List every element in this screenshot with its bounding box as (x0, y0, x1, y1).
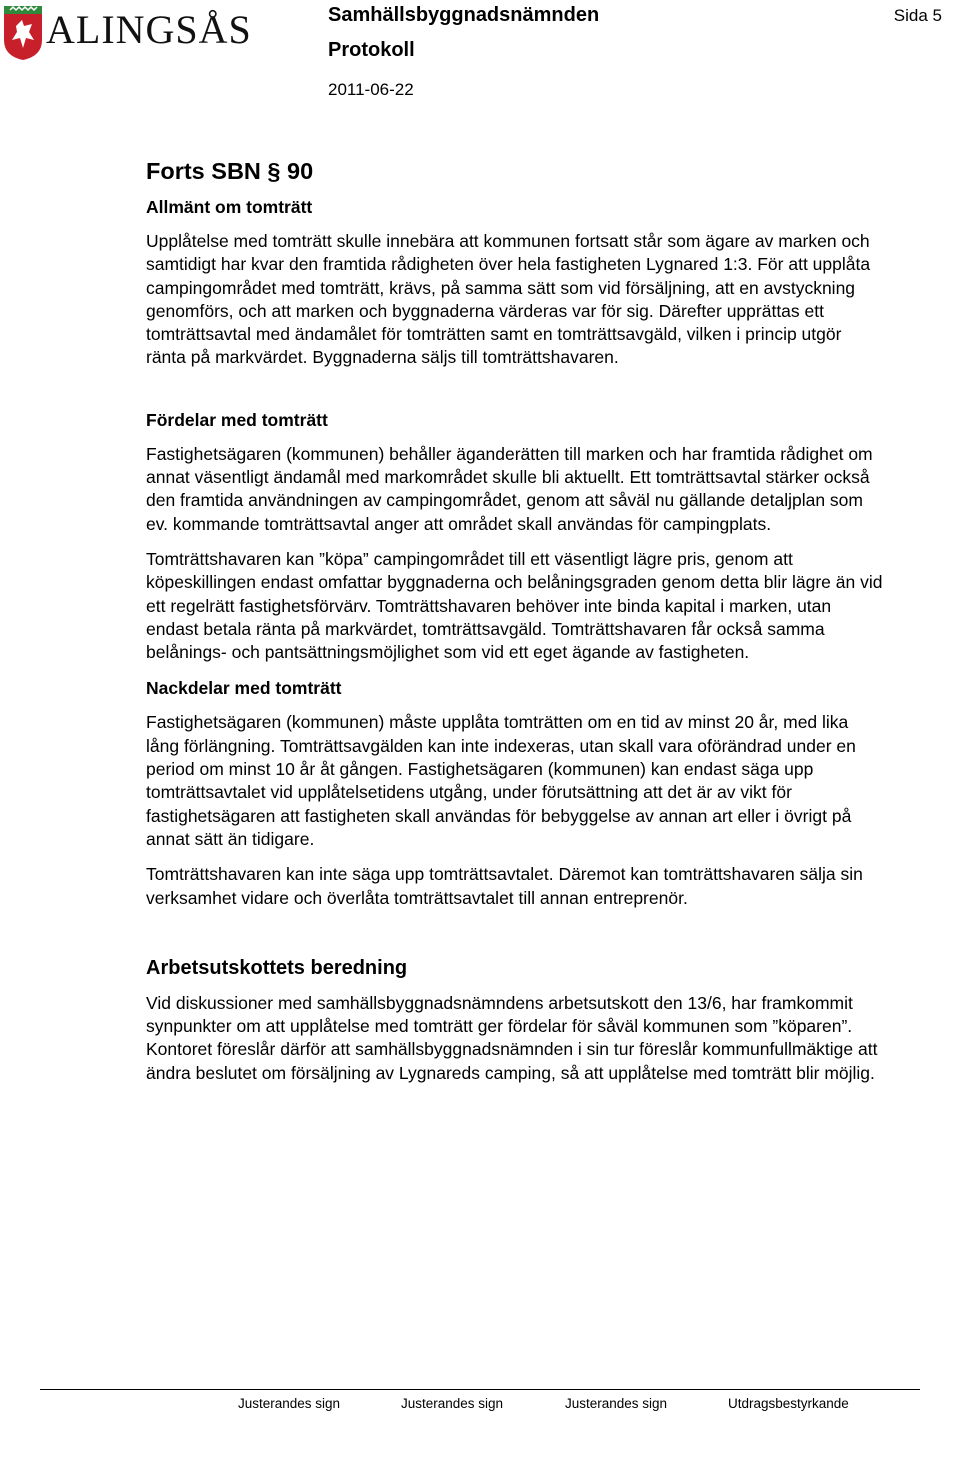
document-body (146, 155, 886, 1085)
committee-name: Samhällsbyggnadsnämnden (328, 4, 600, 26)
signature-label-3: Justerandes sign (565, 1396, 668, 1411)
meeting-date: 2011-06-22 (328, 80, 414, 99)
paragraph-disadvantages-1: Fastighetsägaren (kommunen) måste upplåta tomträtten om en tid av minst 20 år, med lika lång förlängning. Tomträttsavgälden kan inte indexeras, utan skall vara oförändrad under en period om minst 10 år åt gången. Fastighetsägaren (kommunen) kan endast säga upp tomträttsavtalet vid upplåtelsetidens utgång, under förutsättning att det är av vikt för fastighetsägaren att fastigheten skall användas för bebyggelse av annan art eller i övrigt på annat sätt än tidigare. (146, 712, 856, 849)
logo-wordmark: ALINGSÅS (46, 7, 252, 52)
paragraph-disadvantages-2: Tomträttshavaren kan inte säga upp tomträttsavtalet. Däremot kan tomträttshavaren sälja sin verksamhet vidare och överlåta tomträttsavtalet till annan entreprenör. (146, 864, 863, 908)
extract-certification-label: Utdragsbestyrkande (728, 1396, 849, 1411)
coat-of-arms-icon (4, 6, 42, 60)
paragraph-general: Upplåtelse med tomträtt skulle innebära att kommunen fortsatt står som ägare av marken och samtidigt har kvar den framtida rådigheten över hela fastigheten Lygnared 1:3. För att upplåta campingområdet med tomträtt, krävs, på samma sätt som vid försäljning, att en avstyckning genomförs, och att marken och byggnaderna värderas var för sig. Därefter upprättas ett tomträttsavtal med ändamålet för tomträtten samt en tomträttsavgäld, vilken i princip utgör ränta på markvärdet. Byggnaderna säljs till tomträttshavaren. (146, 231, 871, 368)
page-number: Sida 5 (893, 6, 942, 25)
signature-label-2: Justerandes sign (401, 1396, 504, 1411)
signature-label-1: Justerandes sign (238, 1396, 341, 1411)
document-type: Protokoll (328, 39, 415, 61)
section-heading-disadvantages: Nackdelar med tomträtt (146, 678, 342, 699)
footer-divider (40, 1389, 920, 1390)
page-title: Forts SBN § 90 (146, 158, 314, 184)
paragraph-committee: Vid diskussioner med samhällsbyggnadsnämndens arbetsutskott den 13/6, har framkommit synpunkter om att upplåtelse med tomträtt ger fördelar för såväl kommunen som ”köparen”. Kontoret föreslår därför att samhällsbyggnadsnämnden i sin tur föreslår kommunfullmäktige att ändra beslutet om försäljning av Lygnareds camping, så att upplåtelse med tomträtt blir möjlig. (146, 992, 878, 1083)
paragraph-advantages-1: Fastighetsägaren (kommunen) behåller äganderätten till marken och har framtida rådighet om annat väsentligt ändamål med markområdet skulle bli aktuellt. Ett tomträttsavtal stärker också den framtida användningen av campingområdet, genom att såväl nu gällande detaljplan som ev. kommande tomträttsavtal anger att området skall användas för campingplats. (146, 443, 873, 534)
paragraph-advantages-2: Tomträttshavaren kan ”köpa” campingområdet till ett väsentligt lägre pris, genom att köpeskillingen endast omfattar byggnaderna och belåningsgraden genom detta blir lägre än vid ett regelrätt fastighetsförvärv. Tomträttshavaren behöver inte binda kapital i marken, utan endast betala ränta på markvärdet, tomträttsavgäld. Tomträttshavaren får också samma belånings- och pantsättningsmöjlighet som vid ett eget ägande av fastigheten. (146, 548, 883, 663)
municipality-logo (2, 4, 264, 62)
section-heading-advantages: Fördelar med tomträtt (146, 409, 328, 430)
section-heading-general: Allmänt om tomträtt (146, 197, 313, 217)
section-heading-committee: Arbetsutskottets beredning (146, 956, 408, 979)
